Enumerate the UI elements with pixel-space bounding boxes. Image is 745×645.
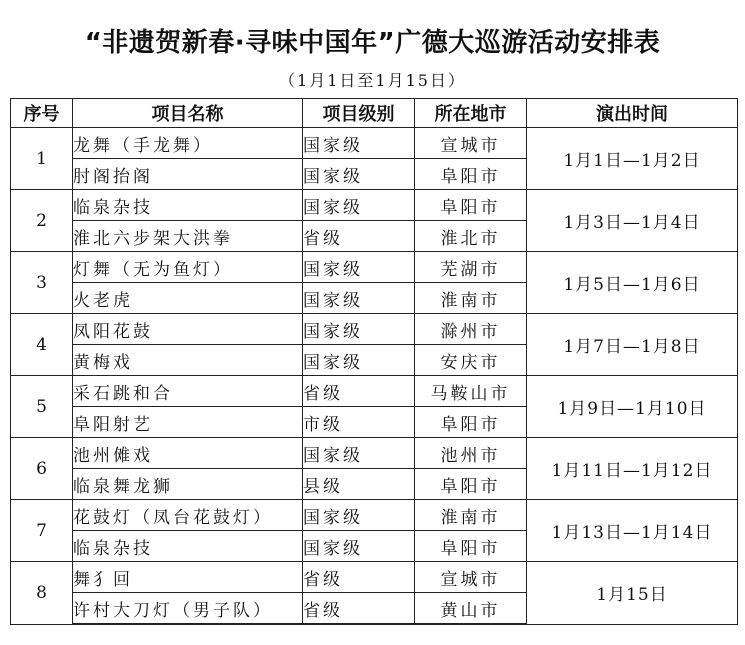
project-level: 省级 bbox=[303, 562, 415, 593]
project-place: 淮北市 bbox=[415, 221, 527, 252]
table-row bbox=[11, 376, 738, 407]
project-place: 马鞍山市 bbox=[415, 376, 527, 407]
project-level: 国家级 bbox=[303, 252, 415, 283]
row-number: 1 bbox=[11, 128, 73, 190]
header-time: 演出时间 bbox=[527, 99, 738, 128]
header-no: 序号 bbox=[11, 99, 73, 128]
project-level: 省级 bbox=[303, 376, 415, 407]
project-name: 凤阳花鼓 bbox=[73, 314, 303, 345]
project-name: 临泉舞龙狮 bbox=[73, 469, 303, 500]
project-name: 肘阁抬阁 bbox=[73, 159, 303, 190]
header-name: 项目名称 bbox=[73, 99, 303, 128]
project-level: 国家级 bbox=[303, 314, 415, 345]
row-number: 8 bbox=[11, 562, 73, 625]
table-row bbox=[11, 562, 738, 593]
performance-time: 1月7日—1月8日 bbox=[527, 314, 738, 376]
project-place: 宣城市 bbox=[415, 128, 527, 159]
project-name: 火老虎 bbox=[73, 283, 303, 314]
project-place: 黄山市 bbox=[415, 593, 527, 625]
project-place: 阜阳市 bbox=[415, 190, 527, 221]
project-place: 池州市 bbox=[415, 438, 527, 469]
project-name: 舞犭回 bbox=[73, 562, 303, 593]
project-place: 阜阳市 bbox=[415, 159, 527, 190]
project-place: 阜阳市 bbox=[415, 469, 527, 500]
project-name: 池州傩戏 bbox=[73, 438, 303, 469]
table-row bbox=[11, 500, 738, 531]
project-place: 淮南市 bbox=[415, 283, 527, 314]
project-level: 国家级 bbox=[303, 500, 415, 531]
project-name: 采石跳和合 bbox=[73, 376, 303, 407]
performance-time: 1月15日 bbox=[527, 562, 738, 625]
project-level: 市级 bbox=[303, 407, 415, 438]
project-level: 省级 bbox=[303, 221, 415, 252]
row-number: 2 bbox=[11, 190, 73, 252]
project-level: 国家级 bbox=[303, 283, 415, 314]
project-level: 国家级 bbox=[303, 345, 415, 376]
row-number: 3 bbox=[11, 252, 73, 314]
project-place: 阜阳市 bbox=[415, 531, 527, 562]
project-name: 淮北六步架大洪拳 bbox=[73, 221, 303, 252]
project-name: 阜阳射艺 bbox=[73, 407, 303, 438]
table-row bbox=[11, 314, 738, 345]
project-level: 省级 bbox=[303, 593, 415, 625]
project-level: 国家级 bbox=[303, 190, 415, 221]
project-name: 许村大刀灯（男子队） bbox=[73, 593, 303, 625]
project-name: 花鼓灯（凤台花鼓灯） bbox=[73, 500, 303, 531]
row-number: 5 bbox=[11, 376, 73, 438]
performance-time: 1月1日—1月2日 bbox=[527, 128, 738, 190]
performance-time: 1月13日—1月14日 bbox=[527, 500, 738, 562]
header-level: 项目级别 bbox=[303, 99, 415, 128]
schedule-table bbox=[10, 98, 738, 625]
project-place: 阜阳市 bbox=[415, 407, 527, 438]
project-name: 临泉杂技 bbox=[73, 531, 303, 562]
row-number: 6 bbox=[11, 438, 73, 500]
performance-time: 1月5日—1月6日 bbox=[527, 252, 738, 314]
project-level: 国家级 bbox=[303, 531, 415, 562]
table-row bbox=[11, 128, 738, 159]
project-place: 淮南市 bbox=[415, 500, 527, 531]
row-number: 7 bbox=[11, 500, 73, 562]
row-number: 4 bbox=[11, 314, 73, 376]
project-place: 安庆市 bbox=[415, 345, 527, 376]
project-name: 灯舞（无为鱼灯） bbox=[73, 252, 303, 283]
project-level: 国家级 bbox=[303, 128, 415, 159]
project-level: 国家级 bbox=[303, 159, 415, 190]
performance-time: 1月3日—1月4日 bbox=[527, 190, 738, 252]
project-level: 县级 bbox=[303, 469, 415, 500]
table-row bbox=[11, 252, 738, 283]
project-place: 芜湖市 bbox=[415, 252, 527, 283]
performance-time: 1月11日—1月12日 bbox=[527, 438, 738, 500]
performance-time: 1月9日—1月10日 bbox=[527, 376, 738, 438]
date-range-subtitle: （1月1日至1月15日） bbox=[279, 71, 466, 90]
table-row bbox=[11, 190, 738, 221]
table-row bbox=[11, 438, 738, 469]
document-title: “非遗贺新春·寻味中国年”广德大巡游活动安排表 bbox=[84, 28, 661, 58]
project-level: 国家级 bbox=[303, 438, 415, 469]
project-name: 龙舞（手龙舞） bbox=[73, 128, 303, 159]
project-place: 滁州市 bbox=[415, 314, 527, 345]
header-place: 所在地市 bbox=[415, 99, 527, 128]
project-place: 宣城市 bbox=[415, 562, 527, 593]
header-row bbox=[11, 99, 738, 128]
project-name: 临泉杂技 bbox=[73, 190, 303, 221]
project-name: 黄梅戏 bbox=[73, 345, 303, 376]
